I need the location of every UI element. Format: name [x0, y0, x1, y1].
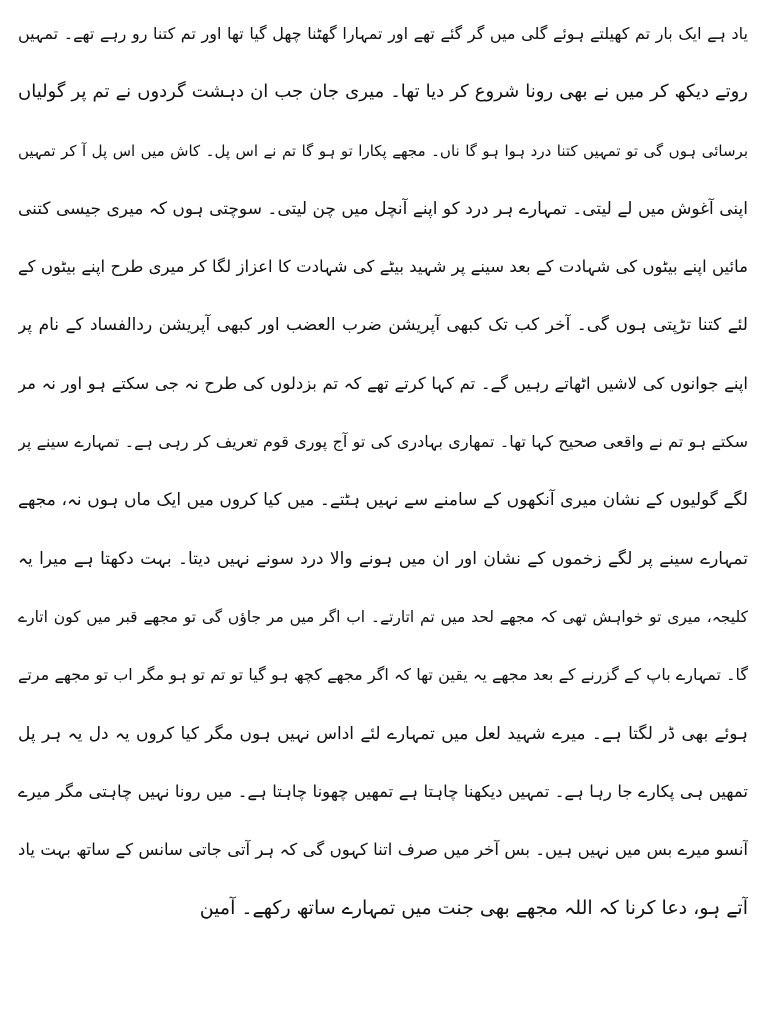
text-line-15: آنسو میرے بس میں نہیں ہیں۔ بس آخر میں صرف اتنا کہوں گی کہ ہر آتی جاتی سانس کے ساتھ بہت یاد [18, 840, 748, 860]
text-line-4: اپنی آغوش میں لے لیتی۔ تمہارے ہر درد کو اپنے آنچل میں چن لیتی۔ سوچتی ہوں کہ میری جیسی کتنی [18, 198, 748, 219]
text-line-10: تمہارے سینے پر لگے زخموں کے نشان اور ان میں ہونے والا درد سونے نہیں دیتا۔ بہت دکھتا ہے میرا یہ [18, 548, 748, 569]
text-line-16: آتے ہو، دعا کرنا کہ اللہ مجھے بھی جنت میں تمہارے ساتھ رکھے۔ آمین [199, 897, 748, 920]
text-line-13: ہوئے بھی ڈر لگتا ہے۔ میرے شہید لعل میں تمہارے لئے اداس نہیں ہوں مگر کیا کروں یہ دل یہ ہر پل [18, 723, 748, 744]
text-line-5: مائیں اپنے بیٹوں کی شہادت کے بعد سینے پر شہید بیٹے کی شہادت کا اعزاز لگا کر میری طرح اپنے بیٹوں کے [18, 257, 748, 277]
text-line-8: سکتے ہو تم نے واقعی صحیح کہا تھا۔ تمھاری بہادری کی تو آج پوری قوم تعریف کر رہی ہے۔ تمہارے سینے پر [18, 432, 748, 452]
text-line-11: کلیجہ، میری تو خواہش تھی کہ مجھے لحد میں تم اتارتے۔ اب اگر میں مر جاؤں گی تو مجھے قبر میں کون اتارے [18, 607, 748, 626]
text-line-1: یاد ہے ایک بار تم کھیلتے ہوئے گلی میں گر گئے تھے اور تمہارا گھٹنا چھل گیا تھا اور تم کتنا رو رہے تھے۔ تمہیں [18, 24, 748, 43]
text-line-9: لگے گولیوں کے نشان میری آنکھوں کے سامنے سے نہیں ہٹتے۔ میں کیا کروں میں ایک ماں ہوں نہ، مجھے [18, 490, 748, 511]
urdu-paragraph [18, 14, 748, 947]
text-line-3: برسائی ہوں گی تو تمہیں کتنا درد ہوا ہو گا ناں۔ مجھے پکارا تو ہو گا تم نے اس پل۔ کاش میں اس پل آ کر تمہیں [18, 141, 748, 160]
text-line-12: گا۔ تمہارے باپ کے گزرنے کے بعد مجھے یہ یقین تھا کہ اگر مجھے کچھ ہو گیا تو تم تو ہو مگر اب تو مجھے مرتے [18, 665, 748, 685]
text-line-14: تمھیں ہی پکارے جا رہا ہے۔ تمہیں دیکھنا چاہتا ہے تمھیں چھونا چاہتا ہے۔ میں رونا نہیں چاہتی مگر میرے [18, 781, 748, 801]
text-line-2: روتے دیکھ کر میں نے بھی رونا شروع کر دیا تھا۔ میری جان جب ان دہشت گردوں نے تم پر گولیاں [18, 81, 748, 103]
text-line-6: لئے کتنا تڑپتی ہوں گی۔ آخر کب تک کبھی آپریشن ضرب العضب اور کبھی آپریشن ردالفساد کے نام پر [18, 315, 748, 336]
text-line-7: اپنے جوانوں کی لاشیں اٹھاتے رہیں گے۔ تم کہا کرتے تھے کہ تم بزدلوں کی طرح نہ جی سکتے ہو اور نہ مر [18, 373, 748, 393]
